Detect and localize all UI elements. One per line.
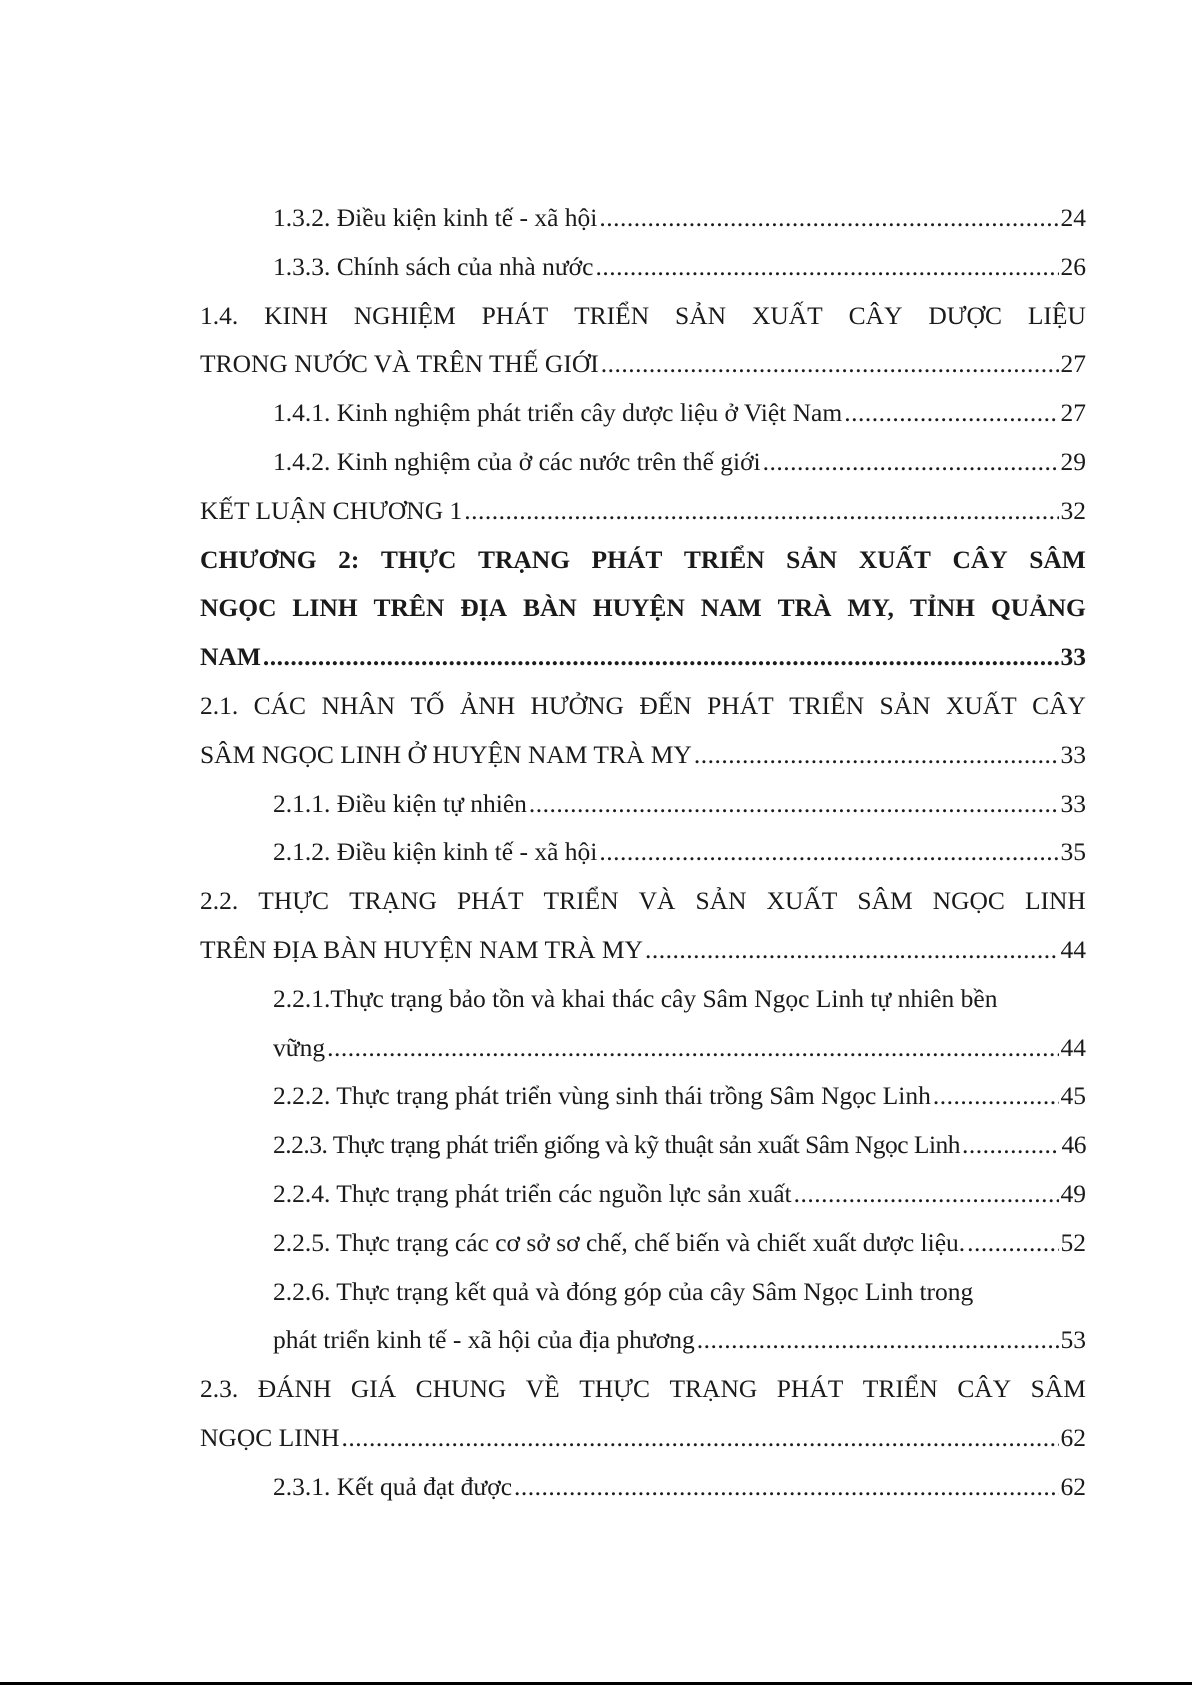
toc-entry-text: 2.2.3. Thực trạng phát triển giống và kỹ thuật sản xuất Sâm Ngọc Linh (273, 1130, 961, 1160)
toc-page-number: 35 (1060, 837, 1086, 867)
dot-leader (844, 389, 1058, 438)
toc-entry-text: 2.2.6. Thực trạng kết quả và đóng góp của cây Sâm Ngọc Linh trong (273, 1276, 974, 1306)
toc-page-number: 33 (1060, 642, 1086, 672)
toc-entry-text: vững (273, 1032, 326, 1062)
toc-entry-2-3-1[interactable] (200, 1463, 1086, 1512)
heading-word: BÀN (523, 593, 577, 623)
toc-page-number: 49 (1060, 1178, 1086, 1208)
toc-entry-2-2-1-line1[interactable] (200, 975, 1086, 1024)
heading-word: LIỆU (1027, 300, 1086, 330)
justified-heading-words (200, 584, 1086, 633)
heading-word: TRÀ (777, 593, 832, 623)
justified-heading-words (200, 536, 1086, 585)
toc-page-number: 53 (1060, 1325, 1086, 1355)
heading-word: ĐẾN (639, 690, 692, 720)
heading-word: THỰC (579, 1374, 650, 1404)
toc-entry-chuong-2-line2[interactable] (200, 584, 1086, 633)
heading-word: QUẢNG (990, 593, 1086, 623)
heading-word: NHÂN (321, 690, 396, 720)
heading-word: TỈNH (909, 593, 976, 623)
toc-entry-2-2-1-line2[interactable] (200, 1024, 1086, 1073)
toc-entry-text: 2.2.4. Thực trạng phát triển các nguồn lực sản xuất (273, 1178, 792, 1208)
dot-leader (962, 1121, 1059, 1170)
toc-entry-2-2-line1[interactable] (200, 877, 1086, 926)
toc-entry-text: 1.4.1. Kinh nghiệm phát triển cây dược liệu ở Việt Nam (273, 398, 843, 428)
heading-word: VÀ (638, 886, 676, 916)
toc-entry-ket-luan-chuong-1[interactable] (200, 487, 1086, 536)
heading-word: XUẤT (945, 690, 1017, 720)
toc-entry-text: TRONG NƯỚC VÀ TRÊN THẾ GIỚI (200, 349, 599, 379)
toc-entry-text: SÂM NGỌC LINH Ở HUYỆN NAM TRÀ MY (200, 739, 692, 769)
heading-word: 2: (338, 544, 360, 574)
dot-leader (263, 633, 1059, 682)
heading-word: THỰC (258, 886, 330, 916)
heading-word: KINH (264, 300, 328, 330)
heading-word: TRIỂN (574, 300, 650, 330)
toc-entry-chuong-2-line1[interactable] (200, 536, 1086, 585)
heading-word: TRÊN (373, 593, 445, 623)
dot-leader (601, 340, 1059, 389)
heading-word: ĐÁNH (257, 1374, 332, 1404)
dot-leader (645, 926, 1059, 975)
heading-word: 2.3. (200, 1374, 239, 1404)
heading-word: XUẤT (751, 300, 823, 330)
heading-word: ĐỊA (460, 593, 508, 623)
toc-entry-text: 2.1.2. Điều kiện kinh tế - xã hội (273, 837, 598, 867)
dot-leader (599, 828, 1058, 877)
toc-entry-text: NAM (200, 642, 261, 672)
heading-word: MY, (847, 593, 894, 623)
heading-word: CÁC (253, 690, 307, 720)
toc-entry-text: phát triển kinh tế - xã hội của địa phương (273, 1325, 695, 1355)
heading-word: TỐ (410, 690, 445, 720)
heading-word: SÂM (1030, 1374, 1086, 1404)
heading-word: SẢN (879, 690, 931, 720)
toc-entry-chuong-2-line3[interactable] (200, 633, 1086, 682)
justified-heading-words (200, 682, 1086, 731)
toc-entry-1-4-line1[interactable] (200, 292, 1086, 341)
toc-entry-text: 1.3.2. Điều kiện kinh tế - xã hội (273, 203, 598, 232)
heading-word: 2.2. (200, 886, 239, 916)
toc-entry-text: 2.1.1. Điều kiện tự nhiên (273, 788, 527, 818)
heading-word: TRIỂN (789, 690, 865, 720)
toc-page-number: 27 (1060, 398, 1086, 428)
heading-word: PHÁT (776, 1374, 844, 1404)
toc-page-number: 46 (1061, 1130, 1086, 1160)
toc-page-number: 32 (1060, 495, 1086, 525)
toc-page-number: 52 (1060, 1227, 1086, 1257)
heading-word: SẢN (786, 544, 838, 574)
toc-entry-2-2-2[interactable] (200, 1072, 1086, 1121)
justified-heading-words (200, 292, 1086, 341)
heading-word: PHÁT (481, 300, 549, 330)
justified-heading-words (200, 877, 1086, 926)
heading-word: TRIỂN (862, 1374, 938, 1404)
toc-entry-2-1-line1[interactable] (200, 682, 1086, 731)
heading-word: DƯỢC (928, 300, 1002, 330)
toc-entry-text: 2.2.2. Thực trạng phát triển vùng sinh thái trồng Sâm Ngọc Linh (273, 1081, 931, 1111)
toc-page-number: 24 (1060, 203, 1086, 232)
dot-leader (697, 1316, 1059, 1365)
heading-word: THỰC (380, 544, 457, 574)
toc-entry-2-2-5[interactable] (200, 1219, 1086, 1268)
toc-entry-2-2-line2[interactable] (200, 926, 1086, 975)
heading-word: NGHIỆM (353, 300, 456, 330)
toc-entry-text: 2.2.5. Thực trạng các cơ sở sơ chế, chế biến và chiết xuất dược liệu. (273, 1227, 966, 1257)
toc-entry-2-2-3[interactable] (200, 1121, 1086, 1170)
dot-leader (464, 487, 1058, 536)
toc-entry-text: 1.4.2. Kinh nghiệm của ở các nước trên thế giới (273, 446, 761, 476)
dot-leader (342, 1414, 1059, 1463)
toc-entry-text: 1.3.3. Chính sách của nhà nước (273, 251, 594, 281)
toc-entry-1-4-2[interactable] (200, 438, 1086, 487)
toc-entry-2-2-4[interactable] (200, 1170, 1086, 1219)
toc-page-number: 62 (1060, 1422, 1086, 1452)
toc-page-number: 26 (1060, 251, 1086, 281)
toc-page-number: 62 (1060, 1471, 1086, 1501)
toc-entry-2-1-1[interactable] (200, 780, 1086, 829)
toc-entry-2-1-line2[interactable] (200, 731, 1086, 780)
heading-word: CHƯƠNG (200, 544, 317, 574)
toc-entry-text: 2.3.1. Kết quả đạt được (273, 1471, 513, 1501)
dot-leader (967, 1219, 1058, 1268)
heading-word: XUẤT (766, 886, 838, 916)
toc-entry-text: NGỌC LINH (200, 1422, 340, 1452)
toc-page-number: 29 (1060, 446, 1086, 476)
heading-word: SẢN (695, 886, 747, 916)
toc-page-number: 33 (1060, 788, 1086, 818)
heading-word: 1.4. (200, 300, 239, 330)
heading-word: CHUNG (415, 1374, 507, 1404)
heading-word: LINH (1024, 886, 1086, 916)
heading-word: SÂM (857, 886, 913, 916)
toc-entry-1-4-line2[interactable] (200, 340, 1086, 389)
dot-leader (595, 243, 1058, 292)
heading-word: ẢNH (459, 690, 516, 720)
heading-word: TRIỂN (683, 544, 765, 574)
heading-word: TRIỂN (543, 886, 619, 916)
heading-word: TRẠNG (669, 1374, 758, 1404)
dot-leader (599, 194, 1058, 243)
justified-heading-words (200, 1365, 1086, 1414)
heading-word: NGỌC (200, 593, 277, 623)
heading-word: NGỌC (932, 886, 1005, 916)
dot-leader (794, 1170, 1059, 1219)
toc-page-number: 44 (1060, 934, 1086, 964)
toc-page-number: 27 (1060, 349, 1086, 379)
heading-word: NAM (700, 593, 762, 623)
toc-entry-2-2-6-line1[interactable] (200, 1268, 1086, 1317)
dot-leader (529, 780, 1059, 829)
toc-entry-2-3-line1[interactable] (200, 1365, 1086, 1414)
toc-entry-text: 2.2.1.Thực trạng bảo tồn và khai thác cây Sâm Ngọc Linh tự nhiên bền (273, 983, 998, 1013)
toc-entry-2-3-line2[interactable] (200, 1414, 1086, 1463)
heading-word: LINH (292, 593, 358, 623)
dot-leader (327, 1024, 1058, 1073)
heading-word: HUYỆN (592, 593, 685, 623)
heading-word: GIÁ (350, 1374, 397, 1404)
heading-word: SẢN (675, 300, 727, 330)
heading-word: VỀ (525, 1374, 560, 1404)
heading-word: CÂY (1032, 690, 1086, 720)
toc-entry-text: KẾT LUẬN CHƯƠNG 1 (200, 495, 463, 525)
toc-entry-2-1-2[interactable] (200, 828, 1086, 877)
heading-word: CÂY (952, 544, 1008, 574)
toc-entry-1-4-1[interactable] (200, 389, 1086, 438)
dot-leader (694, 731, 1059, 780)
heading-word: TRẠNG (349, 886, 437, 916)
dot-leader (514, 1463, 1058, 1512)
heading-word: XUẤT (858, 544, 931, 574)
toc-entry-text: TRÊN ĐỊA BÀN HUYỆN NAM TRÀ MY (200, 934, 643, 964)
table-of-contents (200, 194, 1086, 1512)
toc-page-number: 45 (1060, 1081, 1086, 1111)
heading-word: CÂY (848, 300, 903, 330)
heading-word: PHÁT (456, 886, 524, 916)
heading-word: HƯỞNG (530, 690, 624, 720)
heading-word: PHÁT (591, 544, 663, 574)
toc-page-number: 44 (1060, 1032, 1086, 1062)
heading-word: 2.1. (200, 690, 239, 720)
toc-page-number: 33 (1060, 739, 1086, 769)
dot-leader (763, 438, 1059, 487)
heading-word: CÂY (957, 1374, 1012, 1404)
heading-word: SÂM (1029, 544, 1086, 574)
toc-entry-1-3-3[interactable] (200, 243, 1086, 292)
heading-word: PHÁT (707, 690, 774, 720)
toc-entry-2-2-6-line2[interactable] (200, 1316, 1086, 1365)
dot-leader (933, 1072, 1059, 1121)
toc-entry-1-3-2[interactable] (200, 194, 1086, 243)
heading-word: TRẠNG (477, 544, 571, 574)
